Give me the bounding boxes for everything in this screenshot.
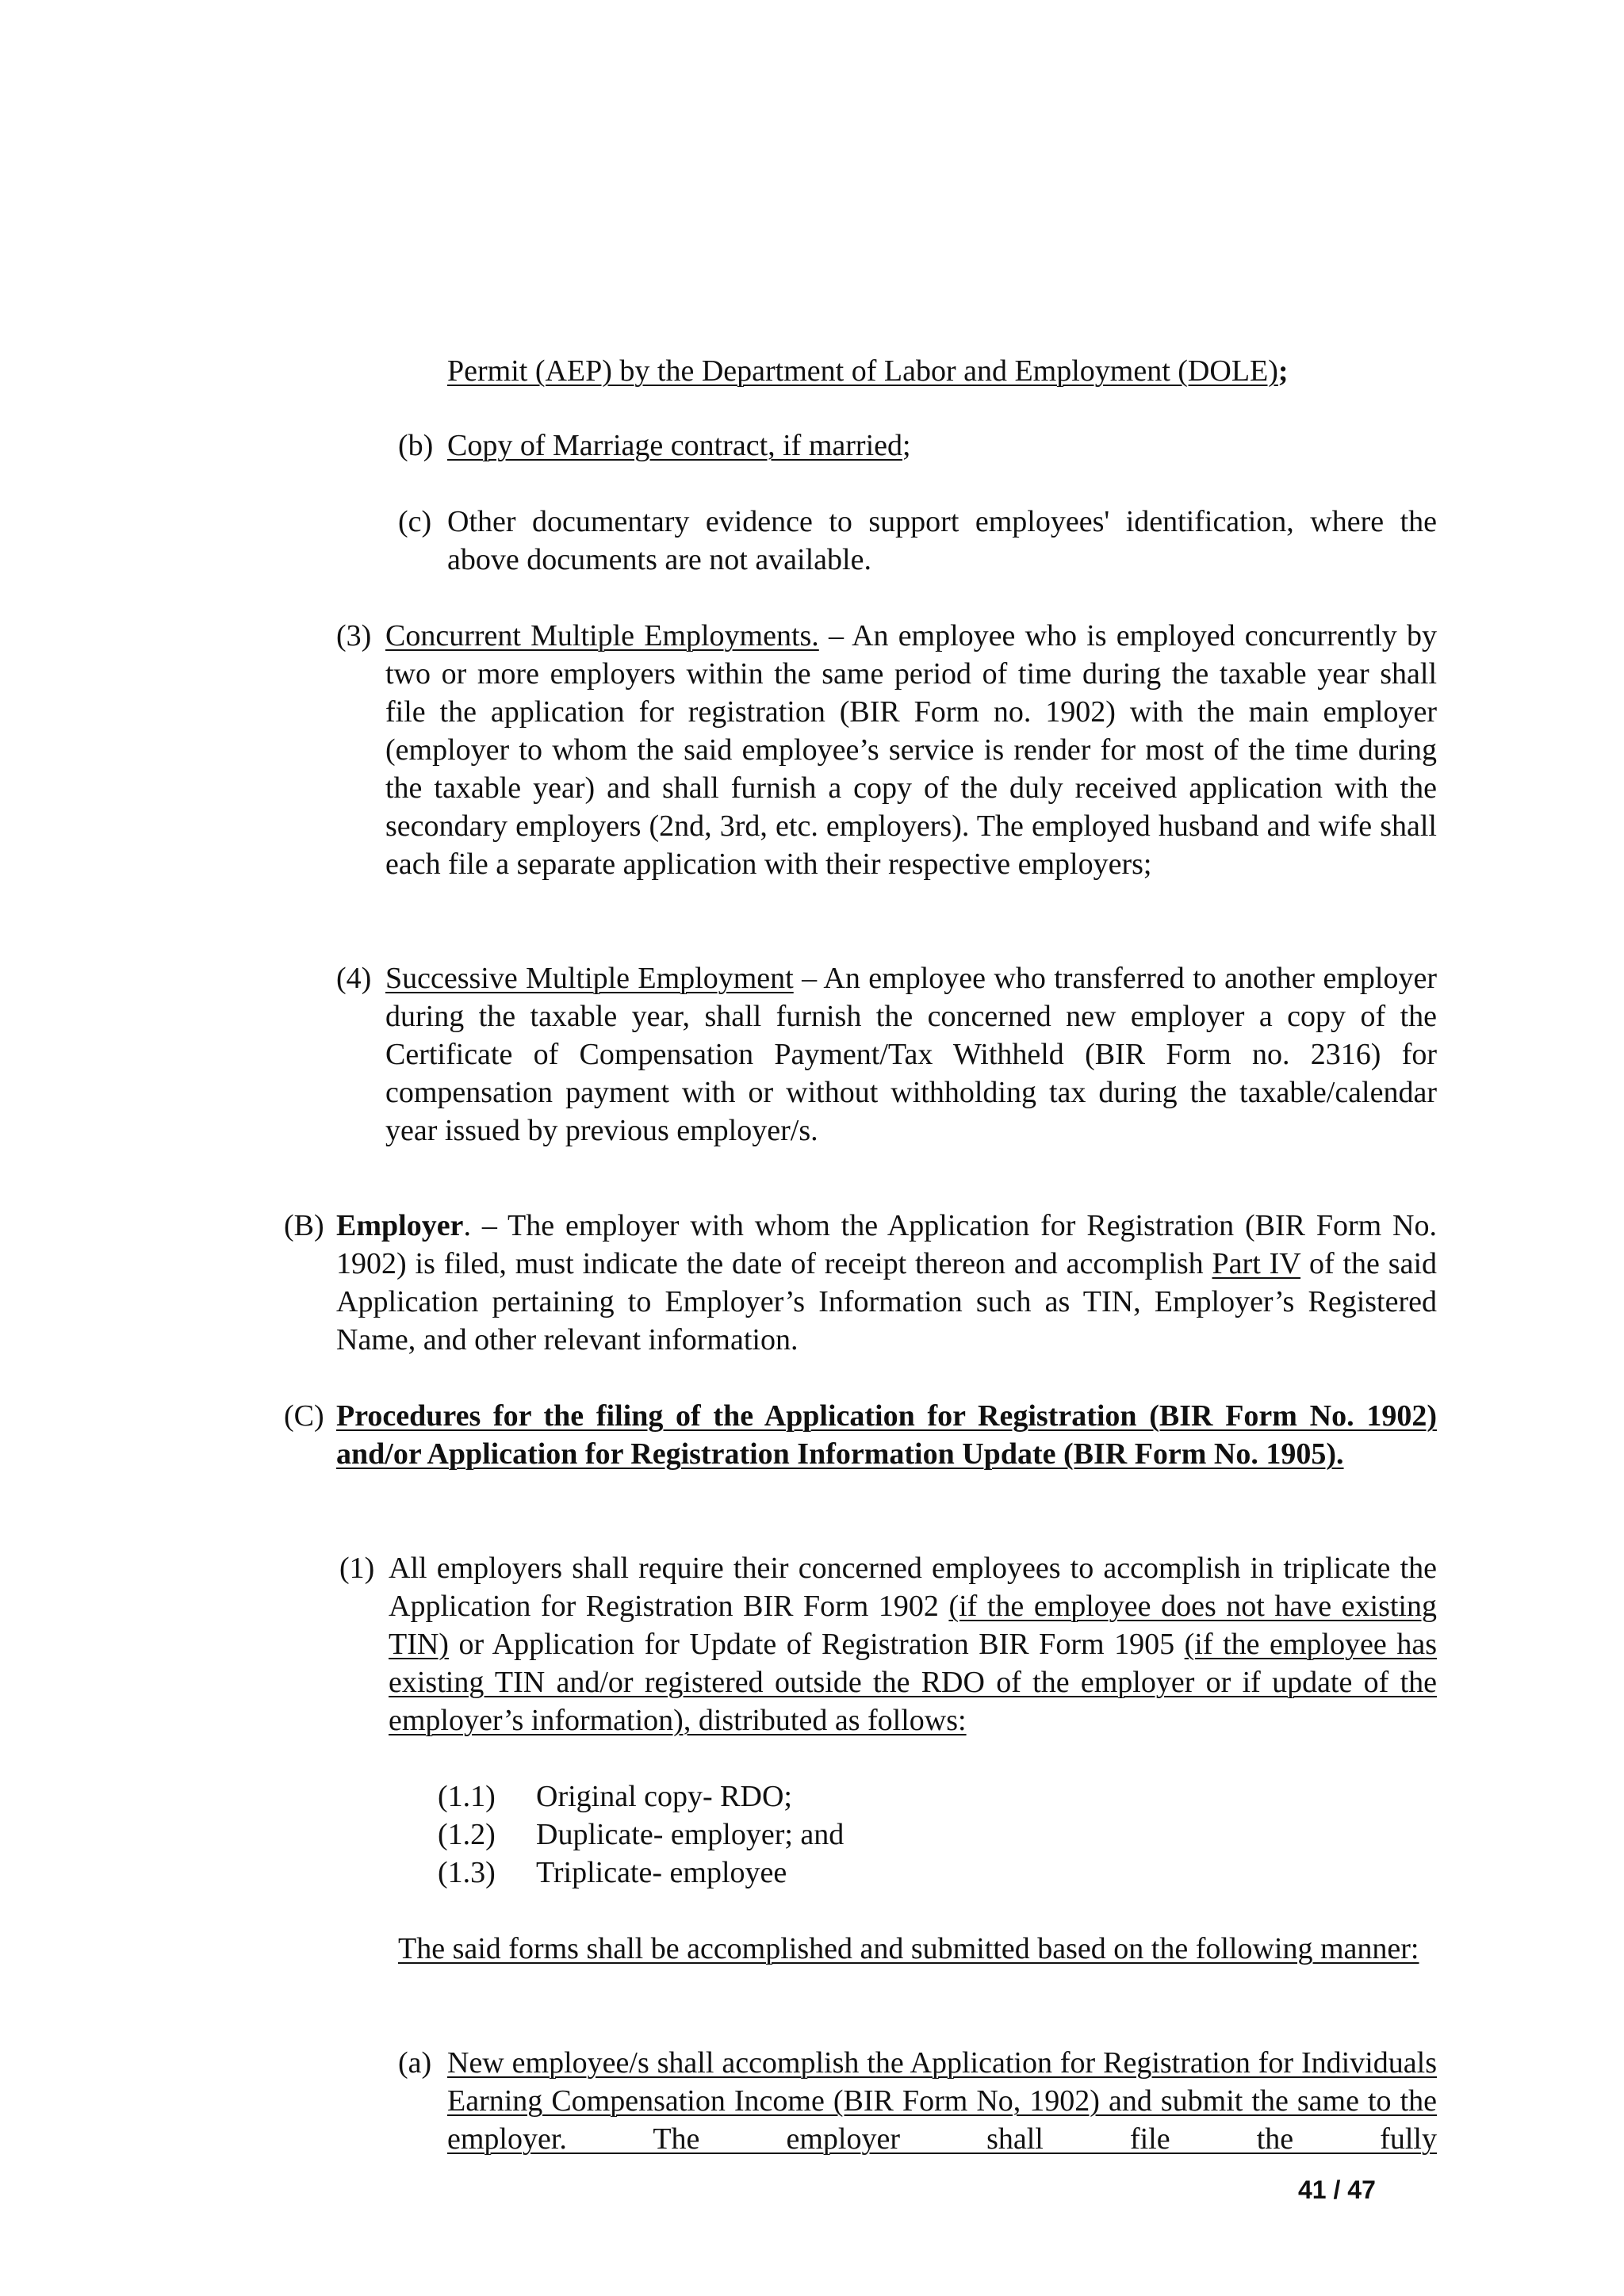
item-c1-text-middle: or Application for Update of Registration BIR Form 1905 — [448, 1628, 1185, 1661]
section-b-part-iv: Part IV — [1212, 1247, 1301, 1280]
section-c-end: . — [1336, 1437, 1344, 1471]
item-4-title: Successive Multiple Employment — [385, 962, 794, 995]
item-3-title: Concurrent Multiple Employments. — [385, 619, 819, 652]
item-c1-label: (1) — [339, 1552, 375, 1585]
item-4-label: (4) — [336, 962, 372, 995]
item-b-underlined: Copy of Marriage contract, if married — [447, 429, 902, 462]
item-a-paragraph — [447, 2044, 1437, 2158]
item-a-label: (a) — [398, 2046, 432, 2080]
item-a-text: New employee/s shall accomplish the Application for Registration for Individuals Earning Compensation Income (BIR Form No, 1902) and submit the same to the employer. The employer shall file the fully — [447, 2046, 1437, 2156]
continuation-text: Permit (AEP) by the Department of Labor and Employment (DOLE) — [447, 354, 1278, 388]
copy-text-1: Original copy- RDO; — [536, 1780, 792, 1813]
section-b-text-before: . – The employer with whom the Application for Registration (BIR Form No. 1902) is filed, must indicate the date of receipt thereon and accomplish — [336, 1209, 1437, 1280]
item-3-label: (3) — [336, 619, 372, 652]
item-c1-paragraph — [389, 1549, 1437, 1739]
copy-text-3: Triplicate- employee — [536, 1856, 787, 1889]
manner-paragraph — [398, 1930, 1437, 1968]
item-c-text: Other documentary evidence to support employees' identification, where the above documents are not available. — [447, 505, 1437, 576]
copy-label-1: (1.1) — [438, 1780, 496, 1813]
section-b-label: (B) — [284, 1209, 324, 1242]
section-c-title: Procedures for the filing of the Application for Registration (BIR Form No. 1902) and/or Application for Registration Information Update (BIR Form No. 1905) — [336, 1399, 1437, 1471]
page-number: 41 / 47 — [1298, 2175, 1376, 2204]
item-4-text: – An employee who transferred to another employer during the taxable year, shall furnish the concerned new employer a copy of the Certificate of Compensation Payment/Tax Withheld (BIR Form no. 2316) for compensation payment with or without withholding tax during the taxable/calendar year issued by previous employer/s. — [385, 962, 1437, 1147]
item-c1-text-before: All employers shall require their concerned employees to accomplish in triplicate the Application for Registration BIR Form 1902 — [389, 1552, 1437, 1623]
item-b-text — [447, 427, 1438, 465]
continuation-line — [447, 352, 1438, 390]
section-c-heading — [336, 1397, 1437, 1473]
copy-label-2: (1.2) — [438, 1818, 496, 1851]
item-c1-underline-2: (if the employee has existing TIN and/or registered outside the RDO of the employer or if update of the employer’s information), distributed as follows: — [389, 1628, 1437, 1737]
item-c-label: (c) — [398, 505, 432, 538]
item-b-end: ; — [902, 429, 911, 462]
item-c1-underline-1: (if the employee does not have existing TIN) — [389, 1590, 1437, 1661]
item-b-label: (b) — [398, 429, 434, 462]
item-3-text: – An employee who is employed concurrently by two or more employers within the same period of time during the taxable year shall file the application for registration (BIR Form no. 1902) with the main employer (employer to whom the said employee’s service is render for most of the time during the taxable year) and shall furnish a copy of the duly received application with the secondary employers (2nd, 3rd, etc. employers). The employed husband and wife shall each file a separate application with their respective employers; — [385, 619, 1437, 881]
item-4-paragraph — [385, 959, 1437, 1150]
item-3-paragraph — [385, 617, 1437, 883]
copy-text-2: Duplicate- employer; and — [536, 1818, 845, 1851]
section-b-title: Employer — [336, 1209, 464, 1242]
copy-label-3: (1.3) — [438, 1856, 496, 1889]
section-c-label: (C) — [284, 1399, 324, 1433]
continuation-end: ; — [1277, 354, 1289, 388]
section-b-text-after: of the said Application pertaining to Employer’s Information such as TIN, Employer’s Registered Name, and other relevant information. — [336, 1247, 1438, 1357]
section-b-paragraph — [336, 1207, 1437, 1359]
manner-text: The said forms shall be accomplished and submitted based on the following manner: — [398, 1932, 1419, 1965]
